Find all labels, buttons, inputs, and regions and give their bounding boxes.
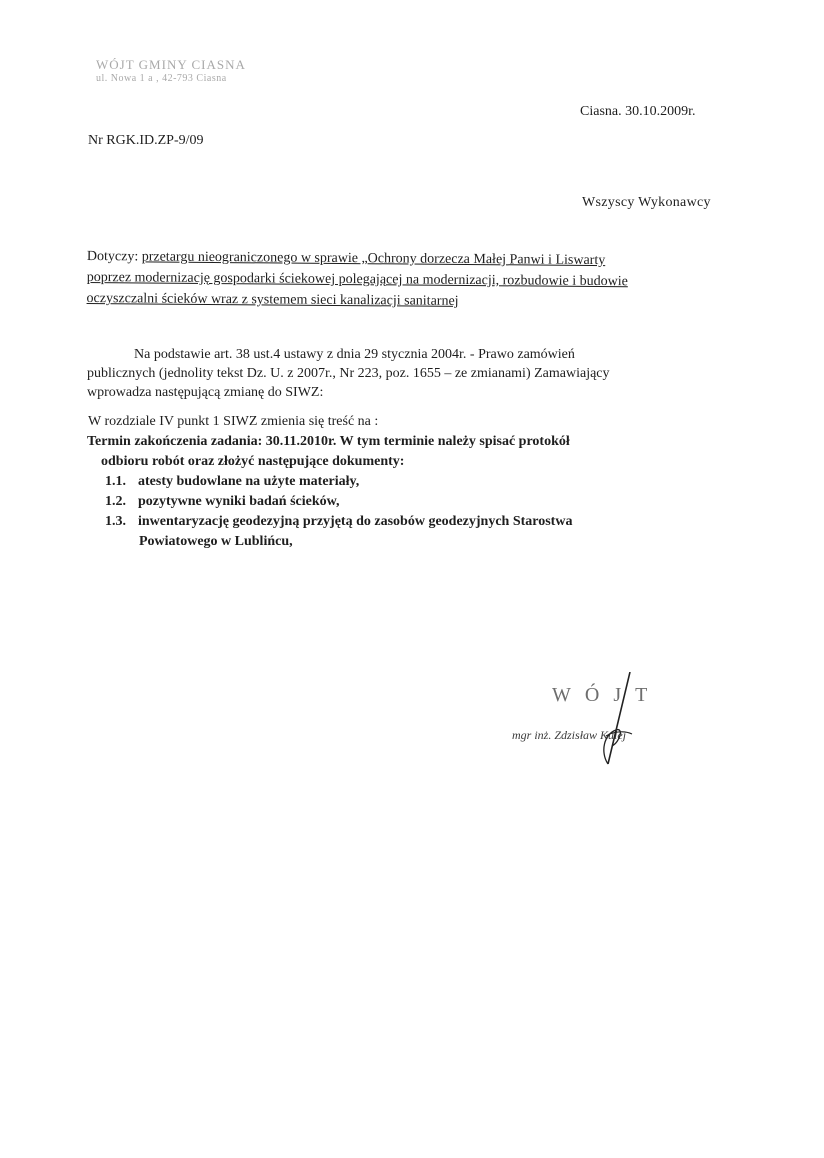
signature-name: mgr inż. Zdzisław Kulej [512, 728, 627, 742]
list-item-text: atesty budowlane na użyte materiały, [138, 474, 360, 489]
handwritten-signature-icon [512, 672, 712, 772]
list-item [87, 492, 707, 512]
body-line-2: publicznych (jednolity tekst Dz. U. z 2007r., Nr 223, poz. 1655 – ze zmianami) Zamawiający [87, 366, 610, 381]
list-item-continuation: Powiatowego w Lublińcu, [139, 534, 293, 549]
body-line-3: wprowadza następującą zmianę do SIWZ: [87, 385, 324, 400]
signature-title: WÓJT [552, 684, 662, 706]
recipient: Wszyscy Wykonawcy [582, 195, 711, 210]
subject-line-3: oczyszczalni ścieków wraz z systemem sieci kanalizacji sanitarnej [86, 290, 459, 309]
list-item [87, 512, 707, 532]
subject-line-2: poprzez modernizację gospodarki ściekowej polegającej na modernizacji, rozbudowie i budowie [86, 269, 628, 290]
section-intro: W rozdziale IV punkt 1 SIWZ zmienia się treść na : [88, 414, 379, 429]
list-item-number: 1.3. [105, 514, 126, 529]
signature-stamp [512, 672, 712, 772]
stamp-line-2: ul. Nowa 1 a , 42-793 Ciasna [96, 73, 227, 84]
document-list [87, 472, 707, 552]
subject-text-1: przetargu nieograniczonego w sprawie „Ochrony dorzecza Małej Panwi i Liswarty [141, 249, 606, 269]
list-item [87, 472, 707, 492]
document-date: Ciasna. 30.10.2009r. [580, 104, 696, 119]
reference-number: Nr RGK.ID.ZP-9/09 [88, 133, 204, 148]
list-item-text: pozytywne wyniki badań ścieków, [138, 494, 340, 509]
change-line-2: odbioru robót oraz złożyć następujące dokumenty: [101, 454, 405, 469]
subject-label: Dotyczy: [86, 248, 139, 265]
list-item-number: 1.1. [105, 474, 126, 489]
body-paragraph [87, 345, 687, 402]
list-item-number: 1.2. [105, 494, 126, 509]
office-stamp [96, 58, 246, 86]
stamp-line-1: WÓJT GMINY CIASNA [96, 57, 246, 72]
change-line-1: Termin zakończenia zadania: 30.11.2010r. W tym terminie należy spisać protokół [87, 434, 570, 449]
change-block [87, 432, 707, 552]
subject-block [87, 246, 737, 314]
list-item-text: inwentaryzację geodezyjną przyjętą do zasobów geodezyjnych Starostwa [138, 514, 573, 529]
body-line-1: Na podstawie art. 38 ust.4 ustawy z dnia 29 stycznia 2004r. - Prawo zamówień [134, 347, 575, 362]
